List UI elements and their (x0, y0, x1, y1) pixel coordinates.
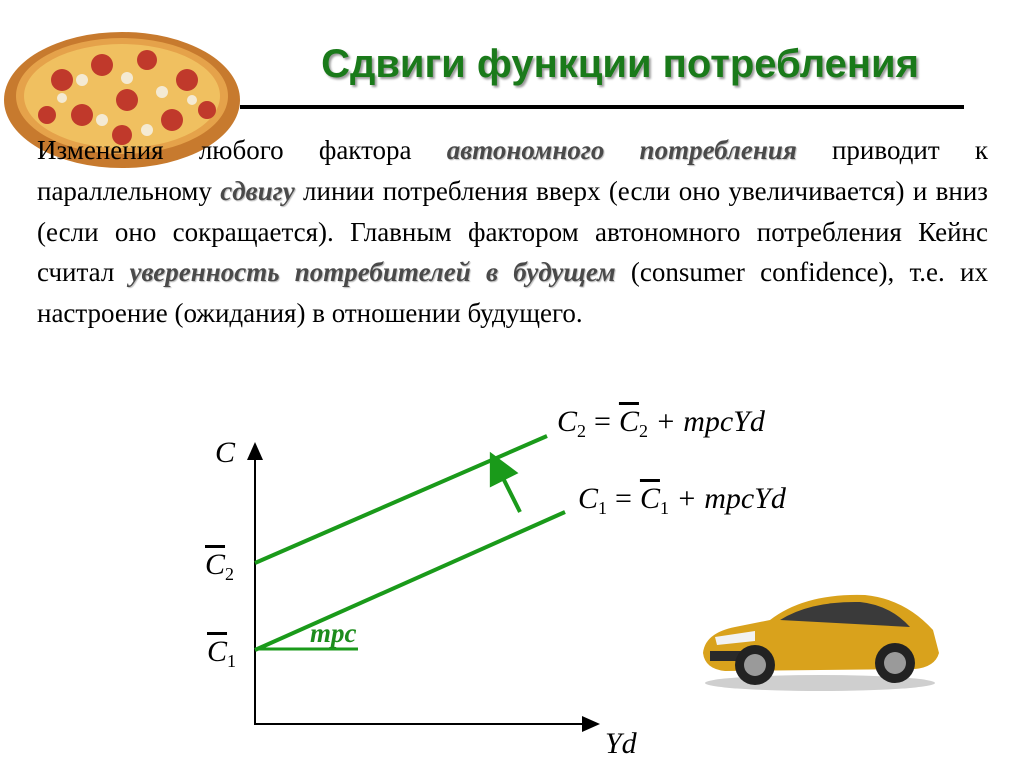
paragraph-text-2: приводит к параллельному (37, 135, 988, 206)
highlight-shift: сдвигу (220, 175, 295, 206)
c2-intercept-label: $\overline{C}_2$ (205, 548, 235, 584)
paragraph-text-3: линии потребления вверх (если оно увеличивается) и вниз (если оно сокращается). Главным фактором автономного потребления Кейнс считал (37, 175, 988, 288)
highlight-autonomous-consumption: автономного потребления (446, 135, 797, 165)
yellow-car-image (695, 575, 945, 695)
x-axis-label: Yd (605, 727, 637, 760)
paragraph-text-4: (consumer confidence), т.е. их настроение (ожидания) в отношении будущего. (37, 257, 988, 329)
mpc-label: mpc (310, 618, 357, 648)
slide-title: Сдвиги функции потребления (321, 42, 919, 86)
shift-arrow (497, 466, 520, 512)
paragraph-text-1: Изменения любого фактора (37, 135, 447, 165)
highlight-consumer-confidence: уверенность потребителей в будущем (129, 257, 616, 288)
formula-c1: $C_1 = \overline{C}_1$ + mpcYd (578, 482, 786, 518)
consumption-line-c2 (255, 436, 547, 563)
consumption-line-c1 (255, 512, 565, 650)
formula-c2: $C_2 = \overline{C}_2$ + mpcYd (557, 405, 765, 441)
c1-intercept-label: $\overline{C}_1$ (207, 635, 237, 671)
y-axis-label: C (215, 436, 236, 469)
